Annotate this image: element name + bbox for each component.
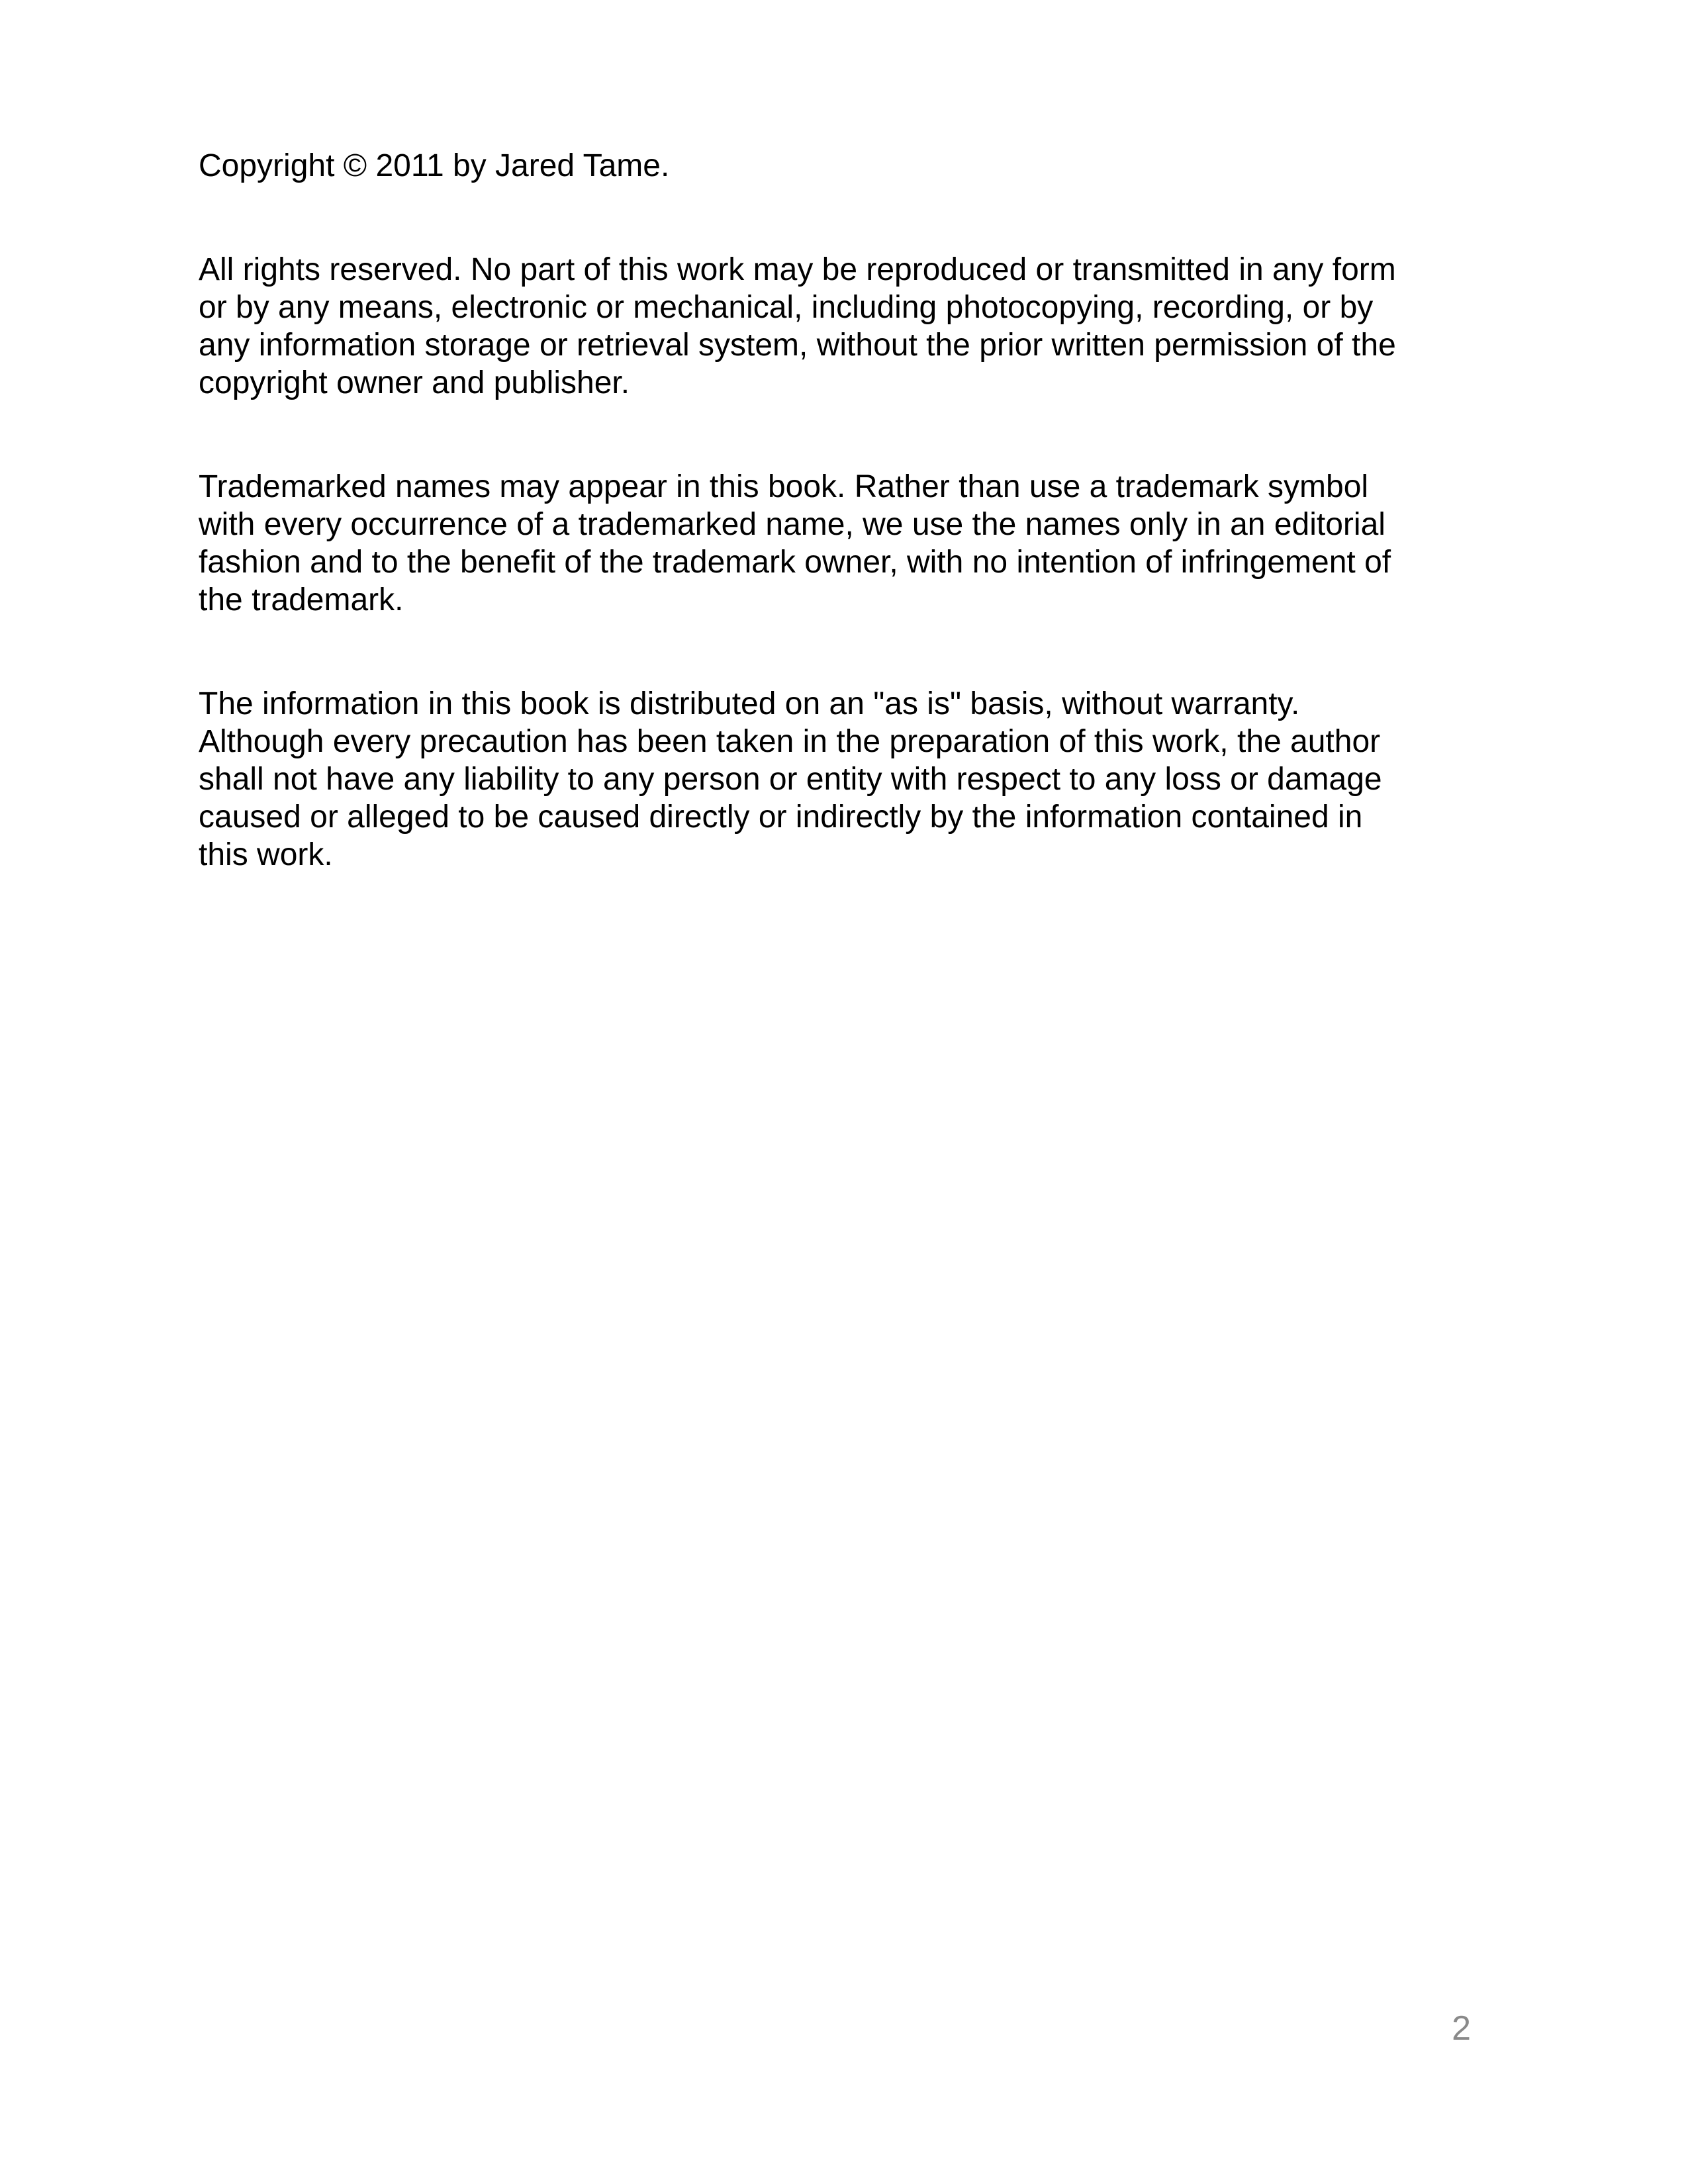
trademarks-paragraph (199, 468, 1496, 619)
rights-reserved-paragraph (199, 251, 1496, 402)
warranty-disclaimer-paragraph (199, 685, 1496, 874)
paragraph-line: caused or alleged to be caused directly or indirectly by the information contained in (199, 799, 1363, 835)
paragraph-line: Trademarked names may appear in this book. Rather than use a trademark symbol (199, 469, 1369, 504)
paragraph-line: All rights reserved. No part of this work may be reproduced or transmitted in any form (199, 252, 1396, 287)
paragraph-line: this work. (199, 837, 333, 872)
copyright-notice: Copyright © 2011 by Jared Tame. (199, 148, 670, 183)
paragraph-line: or by any means, electronic or mechanical, including photocopying, recording, or by (199, 290, 1374, 325)
paragraph-line: any information storage or retrieval system, without the prior written permission of the (199, 328, 1396, 363)
paragraph-line: with every occurrence of a trademarked name, we use the names only in an editorial (199, 507, 1385, 542)
paragraph-line: The information in this book is distributed on an "as is" basis, without warranty. (199, 686, 1300, 721)
page-number: 2 (1452, 2009, 1471, 2048)
paragraph-line: copyright owner and publisher. (199, 365, 630, 400)
paragraph-line: fashion and to the benefit of the trademark owner, with no intention of infringement of (199, 545, 1391, 580)
paragraph-line: the trademark. (199, 582, 404, 617)
paragraph-line: shall not have any liability to any person or entity with respect to any loss or damage (199, 762, 1382, 797)
paragraph-line: Although every precaution has been taken in the preparation of this work, the author (199, 724, 1381, 759)
